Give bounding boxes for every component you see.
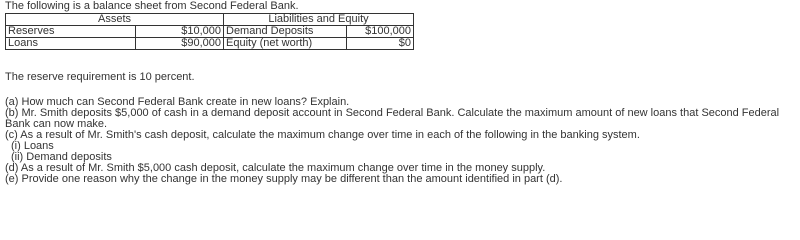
asset-label: Reserves <box>6 26 136 38</box>
question-c-i: (i) Loans <box>11 140 54 152</box>
asset-value: $90,000 <box>136 38 224 50</box>
questions-list <box>5 97 795 185</box>
question-b: (b) Mr. Smith deposits $5,000 of cash in a demand deposit account in Second Federal Bank. Calculate the maximum amount of new loans that Second Federal Bank can now make. <box>5 107 780 130</box>
asset-label: Loans <box>6 38 136 50</box>
question-d: (d) As a result of Mr. Smith $5,000 cash deposit, calculate the maximum change over time in the money supply. <box>5 162 546 174</box>
table-header-row <box>6 14 414 26</box>
asset-value: $10,000 <box>136 26 224 38</box>
equity-value: $0 <box>347 38 414 50</box>
table-row <box>6 26 414 38</box>
question-c: (c) As a result of Mr. Smith's cash deposit, calculate the maximum change over time in each of the following in the banking system. <box>5 129 640 141</box>
question-a: (a) How much can Second Federal Bank create in new loans? Explain. <box>5 96 350 108</box>
assets-header: Assets <box>6 14 224 26</box>
table-row <box>6 38 414 50</box>
liabilities-equity-header: Liabilities and Equity <box>224 14 414 26</box>
equity-label: Equity (net worth) <box>224 38 347 50</box>
question-e: (e) Provide one reason why the change in the money supply may be different than the amount identified in part (d). <box>5 173 563 185</box>
reserve-requirement-text: The reserve requirement is 10 percent. <box>5 71 195 83</box>
intro-text: The following is a balance sheet from Second Federal Bank. <box>5 0 299 12</box>
liability-label: Demand Deposits <box>224 26 347 38</box>
liability-value: $100,000 <box>347 26 414 38</box>
balance-sheet-table <box>5 13 414 50</box>
question-c-ii: (ii) Demand deposits <box>11 151 112 163</box>
